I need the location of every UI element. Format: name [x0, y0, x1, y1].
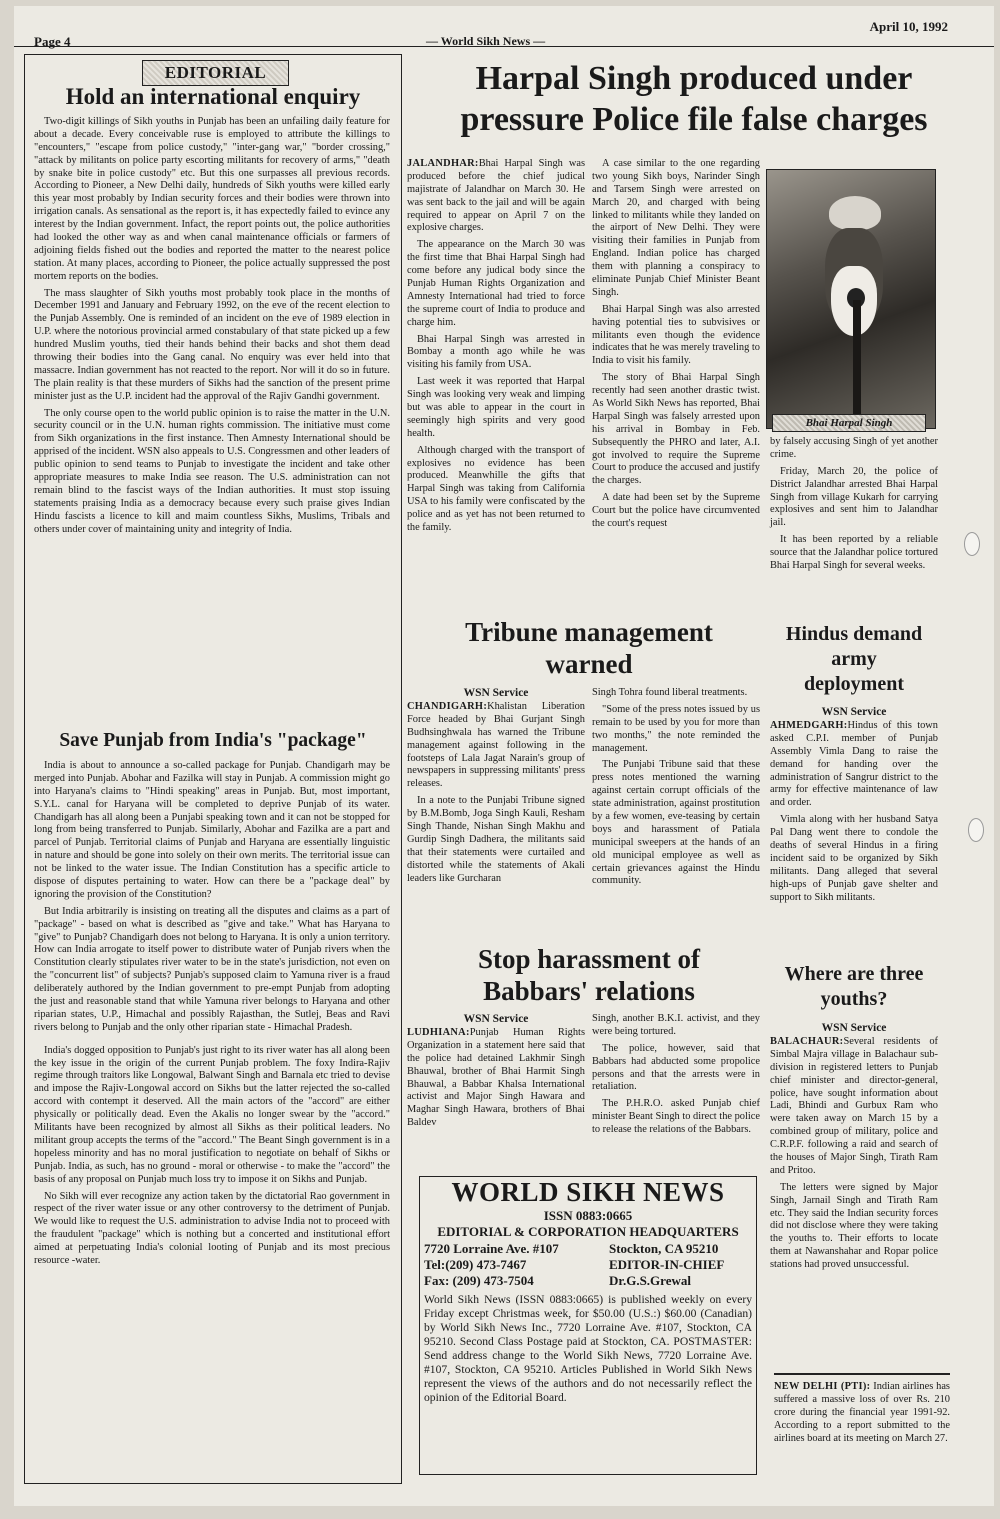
issue-date: April 10, 1992 [869, 19, 948, 34]
headline-line: Hindus demand [785, 623, 923, 645]
paragraph: Bhai Harpal Singh was arrested in Bombay a month ago while he was visiting his family from USA. [407, 333, 585, 371]
photo-caption: Bhai Harpal Singh [772, 414, 926, 432]
wsn-service: WSN Service [821, 706, 887, 718]
paragraph: Two-digit killings of Sikh youths in Punjab has been an unfailing daily feature for about a decade. Every conceivable ruse is employed to attribute the killings to "encounters," "escape from police custody," "inter-gang war," "border crossing," "attack by militants on police party escorting militants for recovery of arms," "death by snake bite in police custody" etc. But this one surpasses all previous records. According to Pioneer, a New Delhi daily, hundreds of Sikh youths were killed early this year most probably by Indian security forces and their bodies were thrown into irrigation canals. As sensational as the report is, it has expectedly failed to evince any interest by the Indian government. Infact, the report points out, the police authorities had looked the other way as and when canal maintenance officials or farmers of adjoining fields fished out the bodies and reported the matter to the nearest police station. At many places, according to Pioneer, the police actually suppressed the post mortem reports on the bodies. [34, 116, 390, 282]
tribune-headline [414, 616, 764, 681]
paragraph: A date had been set by the Supreme Court but the police have circumvented the court's request [592, 492, 760, 530]
paragraph: But India arbitrarily is insisting on treating all the disputes and claims as a part of "package" - based on what is described as "give and take." What has Haryana to "give" to Punjab? Chandigarh does not belong to Haryana. It is only a union territory. How can India arrogate to itself power to distribute water of Punjab rivers when the Constitution clearly stipulates river water to be in the state's jurisdiction, not even on the "concurrent list" of subjects? Punjab's supposed claim to Yamuna river is a fraud deliberately authored by the Indian government to pre-empt Punjab from adopting the just and reasonable stand that while Yamuna river belongs to Haryana and other riparian states, U.P., Himachal and possibly Rajasthan, the Sutlej, Beas and Ravi rivers belong to Punjab and the only other riparian state - Himachal Pradesh. [34, 905, 390, 1033]
harpal-column-1 [407, 158, 585, 539]
newspaper-page [14, 6, 994, 1506]
headline-line: army [831, 648, 877, 670]
paragraph [407, 1027, 585, 1130]
binding-hole [968, 818, 984, 842]
masthead-box [419, 1176, 757, 1475]
page-number: Page 4 [34, 34, 71, 49]
binding-hole [964, 532, 980, 556]
paragraph: Last week it was reported that Harpal Singh was looking very weak and limping but was able to appear in the court in seemingly high spirits and very good health. [407, 376, 585, 439]
masthead-publication-info: World Sikh News (ISSN 0883:0665) is published weekly on every Friday except Christmas week, for $50.00 (U.S.:) $60.00 (Canadian) by World Sikh News Inc., 7720 Lorraine Ave. #107, Stockton, CA 95210. Second Class Postage paid at Stockton, CA. POSTMASTER: Send address change to the World Sikh News, 7720 Lorraine Ave. #107, Stockton, CA 95210. Articles Published in World Sikh News represent the views of the authors and do not necessarily reflect the opinion of the Editorial Board. [424, 1293, 752, 1404]
editorial-title-1: Hold an international enquiry [65, 84, 361, 109]
harpal-headline [434, 58, 954, 141]
headline-line: Stop harassment of [477, 944, 700, 974]
headline-line: Babbars' relations [483, 976, 695, 1007]
masthead-office: EDITORIAL & CORPORATION HEADQUARTERS [437, 1224, 739, 1240]
paragraph: India's dogged opposition to Punjab's just right to its river water has all along been the key issue in the origin of the current Punjab problem. The foxy Indira-Rajiv regime through traitors like Longowal, Balwant Singh and Barnala etc tried to devise and impose the Rajiv-Longowal accord on Sikhs but the latter rejected the so-called accord with contempt it deserved. All the main actors of the "accord" are either physically or politically dead. Even the Akalis no longer swear by the "accord." Militants have been recognized by almost all Sikhs as their political leaders. No militant group accepts the terms of the "accord." The Beant Singh government is in a hopeless minority and has no moral justification to negotiate on behalf of Sikhs or Punjab. India, as such, has no ground - moral or otherwise - to make the "accord" the basis of any proposal on Punjab much loss try to impose it on Sikhs and Punjab. [34, 1044, 390, 1185]
headline-line: deployment [804, 673, 904, 695]
headline-line: youths? [820, 988, 888, 1010]
babbars-headline [414, 943, 764, 1008]
harpal-singh-photo [766, 169, 936, 429]
paragraph: Vimla along with her husband Satya Pal Dang went there to condole the deaths of several Hindus in a firing incident said to be organized by Sikh militants. Dang alleged that several high-ups of Punjab gave shelter and support to Sikh militants. [770, 814, 938, 903]
headline-line: Tribune management [465, 617, 713, 647]
paragraph [770, 720, 938, 810]
paragraph: It has been reported by a reliable source that the Jalandhar police tortured Bhai Harpal Singh for several weeks. [770, 534, 938, 572]
page-header [14, 6, 994, 47]
paragraph: The Punjabi Tribune said that these press notes mentioned the warning against certain corrupt officials of the state administration, against prostitution by a few women, eve-teasing by certain boys and harassment of Patiala municipal sweepers at the hands of an old municipal employee as well as certain grievances against the Hindu community. [592, 759, 760, 887]
dateline: BALACHAUR: [770, 1036, 844, 1047]
editorial-title-2: Save Punjab from India's "package" [59, 730, 367, 751]
masthead-editor: Dr.G.S.Grewal [609, 1273, 691, 1288]
headline-line: Harpal Singh produced under [475, 60, 913, 97]
paragraph: Singh, another B.K.I. activist, and they were being tortured. [592, 1013, 760, 1037]
paragraph [774, 1381, 950, 1445]
turban-shape [829, 196, 881, 230]
paragraph: No Sikh will ever recognize any action taken by the dictatorial Rao government in respect of the river water issue or any other controversy to the detriment of Punjab. We would like to request the U.S. administration to advise India not to proceed with the fraudulent "package" which is nothing but a concerted and institutional effort aimed at perpetuating India's colonial looting of Punjab and its most precious resource -water. [34, 1190, 390, 1266]
paragraph [407, 701, 585, 791]
dateline: AHMEDGARH: [770, 720, 848, 731]
dateline: NEW DELHI (PTI): [774, 1381, 871, 1392]
headline-line: pressure Police file false charges [460, 101, 928, 139]
paragraph: Although charged with the transport of explosives no evidence has been produced. Meanwhille the gifts that Harpal Singh was taking from California USA to his family were confiscated by the police and as yet has not been returned to the family. [407, 444, 585, 534]
paragraph: by falsely accusing Singh of yet another crime. [770, 436, 938, 460]
editorial-article-1 [34, 116, 390, 541]
babbars-column-2 [592, 1013, 760, 1141]
youths-article [770, 1036, 938, 1276]
paragraph: The P.H.R.O. asked Punjab chief minister Beant Singh to direct the police to release the relations of the Babbars. [592, 1098, 760, 1136]
paragraph: India is about to announce a so-called package for Punjab. Chandigarh may be merged into Punjab. Abohar and Fazilka will stay in Punjab. A commission might go into Haryana's claims to "Hindi speaking" areas in Punjab. But, most important, S.Y.L. canal for Haryana will be completed to deprive Punjab of its water. Chandigarh has all along been a Punjabi speaking town and it can not be stopped for long from being transferred to Punjab. Similarly, Abohar and Fazilka are a part and parcel of Punjab. Territorial claims of Punjab and Haryana are essentially linguistic in nature and should be gone into solely on their own merits. The territorial issue can not be linked to the water issue. The Indian Constitution has a specific article to dispose of disputes pertaining to water. How can there be a "package deal" by ignoring the provision of the Constitution? [34, 760, 390, 900]
paragraph-text: Indian airlines has suffered a massive loss of over Rs. 210 crore during the financial year 1991-92. According to a report submitted to the airlines board at its meeting on March 27. [774, 1381, 950, 1444]
youths-headline [766, 962, 942, 1012]
masthead-city: Stockton, CA 95210 [609, 1240, 719, 1256]
paragraph: In a note to the Punjabi Tribune signed by B.M.Bomb, Joga Singh Kauli, Resham Singh Thande, Nishan Singh Makhu and Gurdip Singh Dadhera, the militants said that their statements were curtailed and distorted while the statements of Akali leaders like Gurcharan [407, 795, 585, 884]
masthead-fax: Fax: (209) 473-7504 [424, 1273, 534, 1288]
masthead-name: WORLD SIKH NEWS [451, 1177, 725, 1207]
paragraph: "Some of the press notes issued by us remain to be used by you for more than two months," the note reminded the management. [592, 703, 760, 754]
paragraph [407, 158, 585, 235]
editorial-article-2 [34, 760, 390, 1272]
hindus-article [770, 720, 938, 908]
paragraph: Singh Tohra found liberal treatments. [592, 687, 748, 698]
paper-name: — World Sikh News — [426, 34, 546, 48]
harpal-column-2 [592, 158, 760, 535]
airlines-brief [774, 1373, 950, 1480]
dateline: JALANDHAR: [407, 158, 479, 169]
paragraph: A case similar to the one regarding two young Sikh boys, Narinder Singh and Tarsem Singh were arrested on March 20, and charged with being linked to militants while they landed on the airport of New Delhi. They were visiting their families in Punjab from England. Indian police has charged them with planning a conspiracy to eliminate Punjab Chief Minister Beant Singh. [592, 158, 760, 298]
paragraph-text: Bhai Harpal Singh was produced before the chief judical majistrate of Jalandhar on March 30. He was sent back to the jail and will be again required to appear on April 7 on the explosive charges. [407, 158, 585, 234]
wsn-service: WSN Service [463, 1013, 529, 1025]
paragraph: The story of Bhai Harpal Singh recently had seen another drastic twist. As World Sikh News has reported, Bhai Harpal Singh was falsely arrested upon his arrival in Bombay in Feb. Subsequently the PHRO and later, A.I. got involved to require the Supreme Court to produce the accused and justify the charges. [592, 372, 760, 487]
paragraph: Friday, March 20, the police of District Jalandhar arrested Bhai Harpal Singh from village Kukarh for carrying explosives and sent him to Jalandhar jail. [770, 465, 938, 529]
masthead-address: 7720 Lorraine Ave. #107 [424, 1240, 559, 1256]
paragraph-text: Several residents of Simbal Majra village in Balachaur sub-division in registered letters to Punjab chief minister and director-general, police, have sought information about Ladi, Bhindi and Gurbux Ram who were taken away on March 15 by a combined group of military, police and C.R.P.F. following a raid and search of the houses of Major Singh, Tirath Ram and Pritoo. [770, 1036, 938, 1176]
paragraph: The only course open to the world public opinion is to raise the matter in the U.N. security council or in the U.N. human rights commission. The initiative must come from Sikh organizations in the first instance. Then Amnesty International should be apprised of the incident. WSN also appeals to U.S. Congressmen and other leaders of public opinion to send teams to Punjab to investigate the incident and take other appropriate measures to make India see reason. The U.S. administration can not remain blind to the fascist ways of the Indian authorities. It must stop issuing statements praising India as a democracy because every such praise gives Indian Hindu fascists a licence to kill and maim countless Sikhs, Muslims, Tribals and others under cover of maintaining unity and integrity of India. [34, 407, 390, 535]
harpal-column-3 [770, 436, 938, 577]
headline-line: Where are three [784, 963, 924, 985]
tribune-column-1 [407, 701, 585, 889]
paragraph: The police, however, said that Babbars had abducted some propolice persons and that the arrests were in retaliation. [592, 1042, 760, 1093]
dateline: LUDHIANA: [407, 1027, 470, 1038]
paragraph-text: Khalistan Liberation Force headed by Bhai Gurjant Singh Budhsinghwala has warned the Tribune management against following in the footsteps of Lala Jagat Narain's group of newspapers in suppressing militants' press releases. [407, 701, 585, 790]
dateline: CHANDIGARH: [407, 701, 488, 712]
masthead-issn: ISSN 0883:0665 [543, 1208, 633, 1223]
microphone-stand [853, 300, 861, 428]
paragraph-text: Hindus of this town asked C.P.I. member of Punjab Assembly Vimla Dang to raise the demand for handing over the administration of Sangrur district to the army for effective maintenance of law and order. [770, 720, 938, 809]
paragraph: The letters were signed by Major Singh, Jarnail Singh and Tirath Ram etc. They said the Indian security forces did not disclose where they were taking the youths to. Their efforts to locate them at Nawanshahar and Ropar police stations had proved unsuccessful. [770, 1181, 938, 1271]
masthead-tel: Tel:(209) 473-7467 [424, 1256, 527, 1272]
masthead-contacts [420, 1241, 756, 1290]
paragraph: The appearance on the March 30 was the first time that Bhai Harpal Singh had come before any judical body since the Punjab Human Rights Organization and Amnesty International had tried to force the supreme court of India to produce and charge him. [407, 239, 585, 328]
paragraph: The mass slaughter of Sikh youths most probably took place in the months of December 1991 and January and February 1992, on the eve of the recent election to the Punjab Assembly. One is reminded of an incident on the eve of 1989 election in U.P. where the notorious provincial armed constabulary of that state picked up a few hundred Muslim youths, tied their hands behind their backs and shot them dead throwing their bodies into the Gang canal. No enquiry was ever held into that massacre. Indian government has not reacted to the report. Nor will it do so in future. The plain reality is that these murders of Sikhs had the sanction of the present prime minister just as the U.P. incident had the approval of the Rajiv Gandhi government. [34, 287, 390, 402]
wsn-service: WSN Service [463, 687, 529, 699]
paragraph-text: Punjab Human Rights Organization in a statement here said that the police had detained Lakhmir Singh Bhauwal, brother of Bhai Harmit Singh Bhauwal, a Babbar Khalsa International activist and Major Singh Hawara and Maghar Singh Hawara, brothers of Bhai Baldev [407, 1027, 585, 1129]
paragraph: Bhai Harpal Singh was also arrested having potential ties to subvisives or militants even though the evidence indicates that he was merely traveling to India to visit his family. [592, 303, 760, 367]
masthead-role: EDITOR-IN-CHIEF [609, 1256, 725, 1272]
wsn-service: WSN Service [821, 1022, 887, 1034]
headline-line: warned [545, 649, 633, 680]
babbars-column-1 [407, 1027, 585, 1134]
tribune-column-2 [592, 687, 760, 892]
hindus-headline [766, 622, 942, 697]
editorial-banner: EDITORIAL [142, 60, 289, 86]
paragraph [770, 1036, 938, 1178]
